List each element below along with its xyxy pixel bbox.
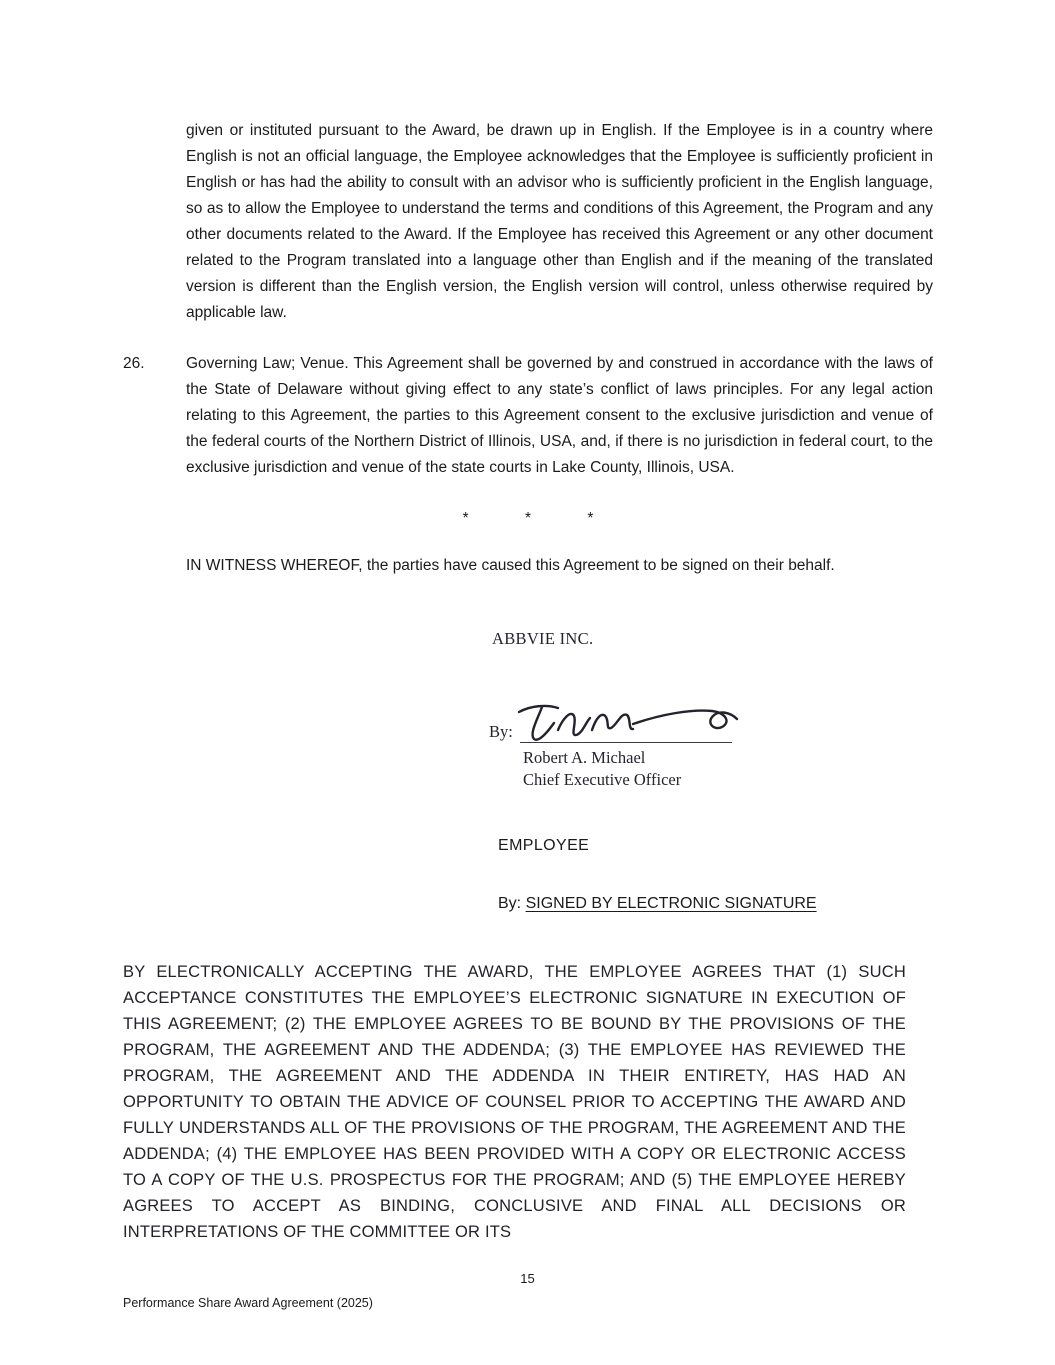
document-footer: Performance Share Award Agreement (2025): [123, 1296, 373, 1310]
signer-identity: [523, 747, 933, 791]
numbered-item-26: [123, 351, 933, 481]
signer-name: Robert A. Michael: [523, 748, 646, 767]
signature-line: [520, 721, 732, 743]
company-name: ABBVIE INC.: [492, 629, 594, 648]
electronic-signature-text: SIGNED BY ELECTRONIC SIGNATURE: [525, 895, 817, 912]
company-signature-block: [489, 629, 933, 791]
by-label: By:: [489, 722, 513, 741]
employee-heading: EMPLOYEE: [498, 837, 590, 854]
witness-clause: IN WITNESS WHEREOF, the parties have caused this Agreement to be signed on their behalf.: [186, 557, 835, 574]
separator-star: *: [587, 510, 594, 527]
employee-by-label: By:: [498, 895, 522, 912]
separator-star: *: [524, 510, 532, 527]
acceptance-paragraph: BY ELECTRONICALLY ACCEPTING THE AWARD, THE EMPLOYEE AGREES THAT (1) SUCH ACCEPTANCE CONSTITUTES THE EMPLOYEE’S ELECTRONIC SIGNATURE IN EXECUTION OF THIS AGREEMENT; (2) THE EMPLOYEE AGREES TO BE BOUND BY THE PROVISIONS OF THE PROGRAM, THE AGREEMENT AND THE ADDENDA; (3) THE EMPLOYEE HAS REVIEWED THE PROGRAM, THE AGREEMENT AND THE ADDENDA IN THEIR ENTIRETY, HAS HAD AN OPPORTUNITY TO OBTAIN THE ADVICE OF COUNSEL PRIOR TO ACCEPTING THE AWARD AND FULLY UNDERSTANDS ALL OF THE PROVISIONS OF THE PROGRAM, THE AGREEMENT AND THE ADDENDA; (4) THE EMPLOYEE HAS BEEN PROVIDED WITH A COPY OR ELECTRONIC ACCESS TO A COPY OF THE U.S. PROSPECTUS FOR THE PROGRAM; AND (5) THE EMPLOYEE HEREBY AGREES TO ACCEPT AS BINDING, CONCLUSIVE AND FINAL ALL DECISIONS OR INTERPRETATIONS OF THE COMMITTEE OR ITS: [123, 963, 906, 1241]
item-number: 26.: [123, 355, 145, 372]
section-separator: [123, 509, 933, 529]
separator-star: *: [462, 510, 469, 527]
employee-signature-row: [498, 895, 933, 913]
company-by-row: [489, 699, 933, 743]
document-content: [123, 118, 933, 1245]
item-26-text: Governing Law; Venue. This Agreement shall be governed by and construed in accordance with the laws of the State of Delaware without giving effect to any state’s conflict of laws principles. For any legal action relating to this Agreement, the parties to this Agreement consent to the exclusive jurisdiction and venue of the federal courts of the Northern District of Illinois, USA, and, if there is no jurisdiction in federal court, to the exclusive jurisdiction and venue of the state courts in Lake County, Illinois, USA.: [186, 355, 933, 476]
continuation-paragraph: given or instituted pursuant to the Award, be drawn up in English. If the Employee is in a country where English is not an official language, the Employee acknowledges that the Employee is sufficiently proficient in English or has had the ability to consult with an advisor who is sufficiently proficient in the English language, so as to allow the Employee to understand the terms and conditions of this Agreement, the Program and any other documents related to the Award. If the Employee has received this Agreement or any other document related to the Program translated into a language other than English and if the meaning of the translated version is different than the English version, the English version will control, unless otherwise required by applicable law.: [186, 122, 933, 321]
signer-title: Chief Executive Officer: [523, 770, 682, 789]
handwritten-signature-icon: [516, 696, 740, 748]
page-number: 15: [520, 1271, 535, 1286]
